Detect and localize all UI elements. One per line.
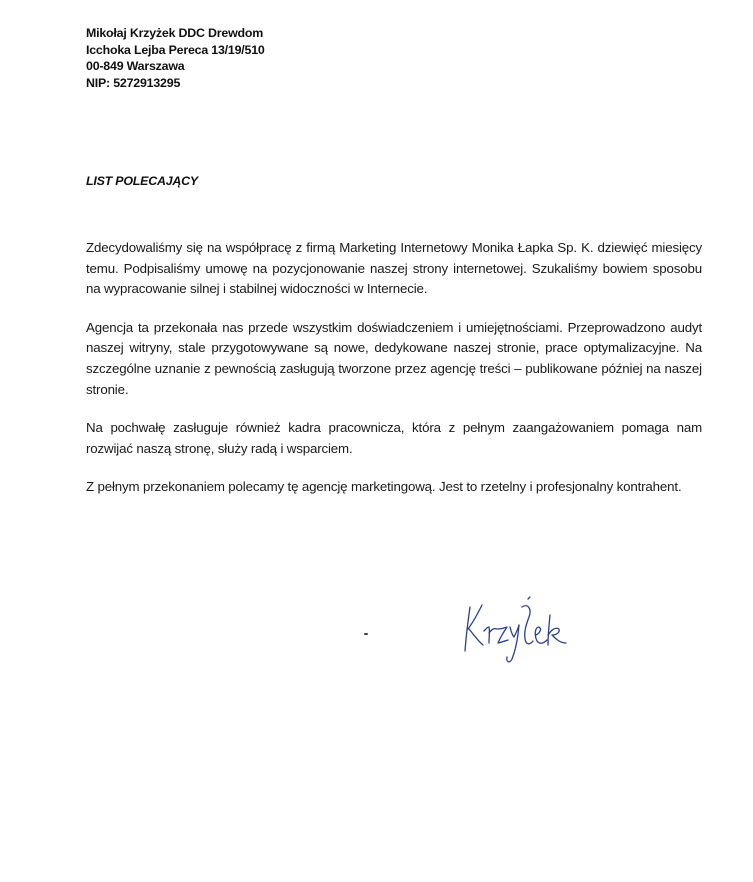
sender-address-block — [86, 25, 265, 91]
ink-dot — [364, 633, 368, 635]
paragraph-recommendation: Z pełnym przekonaniem polecamy tę agencję marketingową. Jest to rzetelny i profesjonalny kontrahent. — [86, 479, 682, 495]
paragraph-agency-skills: Agencja ta przekonała nas przede wszystkim doświadczeniem i umiejętnościami. Przeprowadzono audyt naszej witryny, stale przygotowywane są nowe, dedykowane naszej stronie, prace optymalizacyjne. Na szczególne uznanie z pewnością zasługują tworzone przez agencję treści – publikowane później na naszej stronie. — [86, 319, 702, 397]
sender-street: Icchoka Lejba Pereca 13/19/510 — [86, 42, 265, 57]
letter-title: LIST POLECAJĄCY — [86, 174, 198, 188]
sender-company-name: Mikołaj Krzyżek DDC Drewdom — [86, 26, 264, 40]
paragraph-cooperation: Zdecydowaliśmy się na współpracę z firmą Marketing Internetowy Monika Łapka Sp. K. dziewięć miesięcy temu. Podpisaliśmy umowę na pozycjonowanie naszej strony internetowej. Szukaliśmy bowiem sposobu na wypracowanie silnej i stabilnej widoczności w Internecie. — [86, 240, 702, 297]
paragraph-staff: Na pochwałę zasługuje również kadra pracownicza, która z pełnym zaangażowaniem pomaga nam rozwijać naszą stronę, służy radą i wsparciem. — [86, 420, 702, 456]
handwritten-signature — [456, 585, 576, 675]
sender-postal-city: 00-849 Warszawa — [86, 59, 185, 73]
sender-tax-id: NIP: 5272913295 — [86, 75, 181, 90]
letter-body — [86, 238, 702, 516]
